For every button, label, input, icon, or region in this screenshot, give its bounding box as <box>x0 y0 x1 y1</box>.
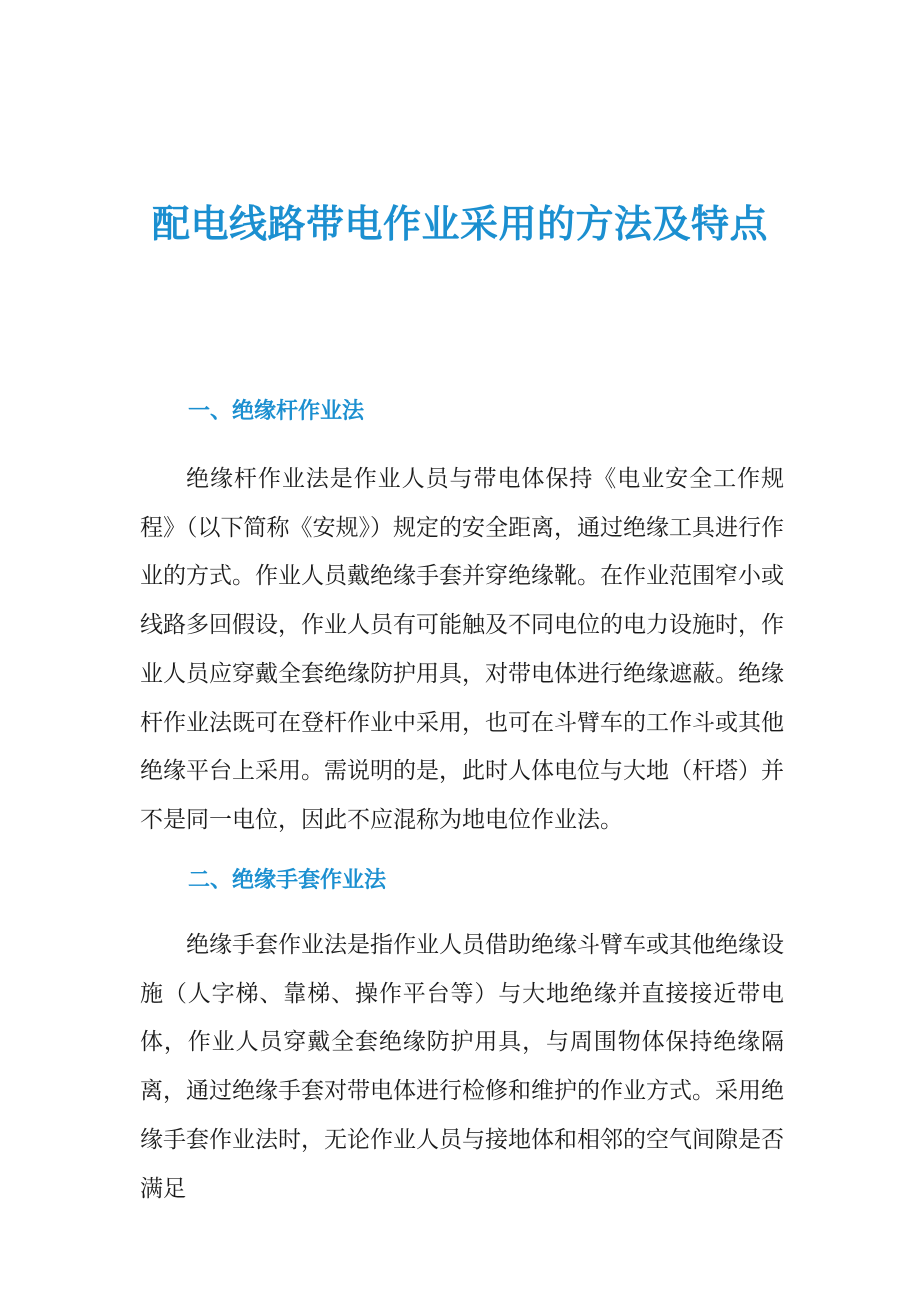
section-paragraph-insulating-rod-method: 绝缘杆作业法是作业人员与带电体保持《电业安全工作规程》（以下简称《安规》）规定的安全距离，通过绝缘工具进行作业的方式。作业人员戴绝缘手套并穿绝缘靴。在作业范围窄小或线路多回假设，作业人员有可能触及不同电位的电力设施时，作业人员应穿戴全套绝缘防护用具，对带电体进行绝缘遮蔽。绝缘杆作业法既可在登杆作业中采用，也可在斗臂车的工作斗或其他绝缘平台上采用。需说明的是，此时人体电位与大地（杆塔）并不是同一电位，因此不应混称为地电位作业法。 <box>140 466 784 833</box>
section-paragraph-insulating-glove-method: 绝缘手套作业法是指作业人员借助绝缘斗臂车或其他绝缘设施（人字梯、靠梯、操作平台等）与大地绝缘并直接接近带电体，作业人员穿戴全套绝缘防护用具，与周围物体保持绝缘隔离，通过绝缘手套对带电体进行检修和维护的作业方式。采用绝缘手套作业法时，无论作业人员与接地体和相邻的空气间隙是否满足 <box>140 932 784 1202</box>
document-title: 配电线路带电作业采用的方法及特点 <box>151 202 768 246</box>
section-heading-insulating-glove-method: 二、绝缘手套作业法 <box>188 868 387 893</box>
section-heading-insulating-rod-method: 一、绝缘杆作业法 <box>188 399 365 424</box>
